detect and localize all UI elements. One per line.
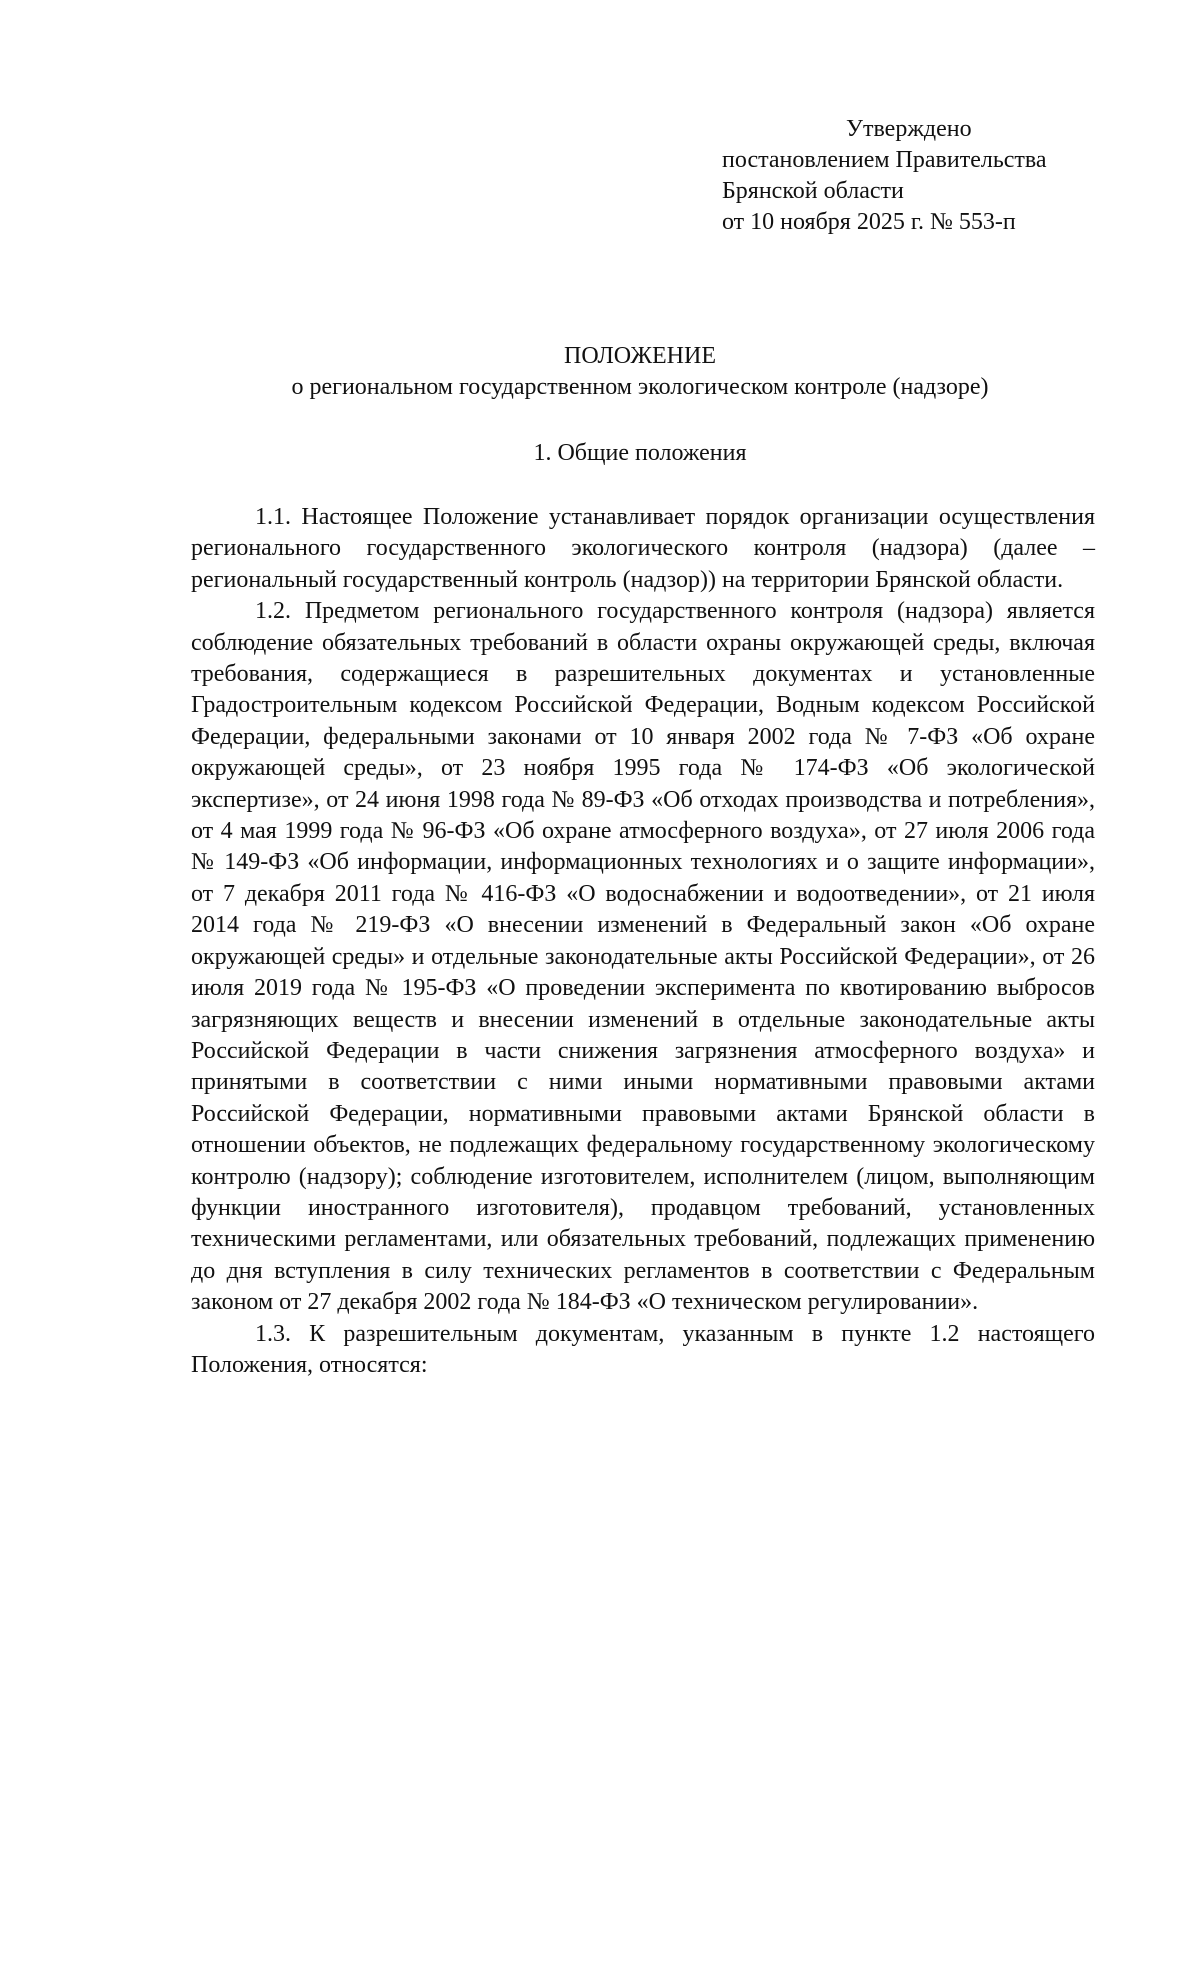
document-title: ПОЛОЖЕНИЕ [564,343,716,369]
paragraph-1-2: 1.2. Предметом регионального государственного контроля (надзора) является соблюдение обязательных требований в области охраны окружающей среды, включая требования, содержащиеся в разрешительных документах и установленные Градостроительным кодексом Российской Федерации, Водным кодексом Российской Федерации, федеральными законами от 10 января 2002 года № 7-ФЗ «Об охране окружающей среды», от 23 ноября 1995 года № 174-ФЗ «Об экологической экспертизе», от 24 июня 1998 года № 89-ФЗ «Об отходах производства и потребления», от 4 мая 1999 года № 96-ФЗ «Об охране атмосферного воздуха», от 27 июля 2006 года № 149-ФЗ «Об информации, информационных технологиях и о защите информации», от 7 декабря 2011 года № 416-ФЗ «О водоснабжении и водоотведении», от 21 июля 2014 года № 219-ФЗ «О внесении изменений в Федеральный закон «Об охране окружающей среды» и отдельные законодательные акты Российской Федерации», от 26 июля 2019 года № 195-ФЗ «О проведении эксперимента по квотированию выбросов загрязняющих веществ и внесении изменений в отдельные законодательные акты Российской Федерации в части снижения загрязнения атмосферного воздуха» и принятыми в соответствии с ними иными нормативными правовыми актами Российской Федерации, нормативными правовыми актами Брянской области в отношении объектов, не подлежащих федеральному государственному экологическому контролю (надзору); соблюдение изготовителем, исполнителем (лицом, выполняющим функции иностранного изготовителя), продавцом требований, установленных техническими регламентами, или обязательных требований, подлежащих применению до дня вступления в силу технических регламентов в соответствии с Федеральным законом от 27 декабря 2002 года № 184-ФЗ «О техническом регулировании». [191,598,1095,1316]
approval-line-region: Брянской области [722,178,904,204]
approval-line-approved: Утверждено [846,116,972,142]
document-subtitle: о региональном государственном экологическом контроле (надзоре) [291,374,989,400]
paragraph-1-1: 1.1. Настоящее Положение устанавливает порядок организации осуществления регионального государственного экологического контроля (надзора) (далее – региональный государственный контроль (надзор)) на территории Брянской области. [191,504,1095,593]
paragraph-1-3: 1.3. К разрешительным документам, указанным в пункте 1.2 настоящего Положения, относятся: [191,1320,1095,1378]
approval-line-resolution: постановлением Правительства [722,147,1047,173]
approval-line-date-number: от 10 ноября 2025 г. № 553-п [722,209,1016,235]
section-heading: 1. Общие положения [533,440,747,466]
document-body [191,502,1095,1381]
approval-stamp-block [722,114,1142,238]
